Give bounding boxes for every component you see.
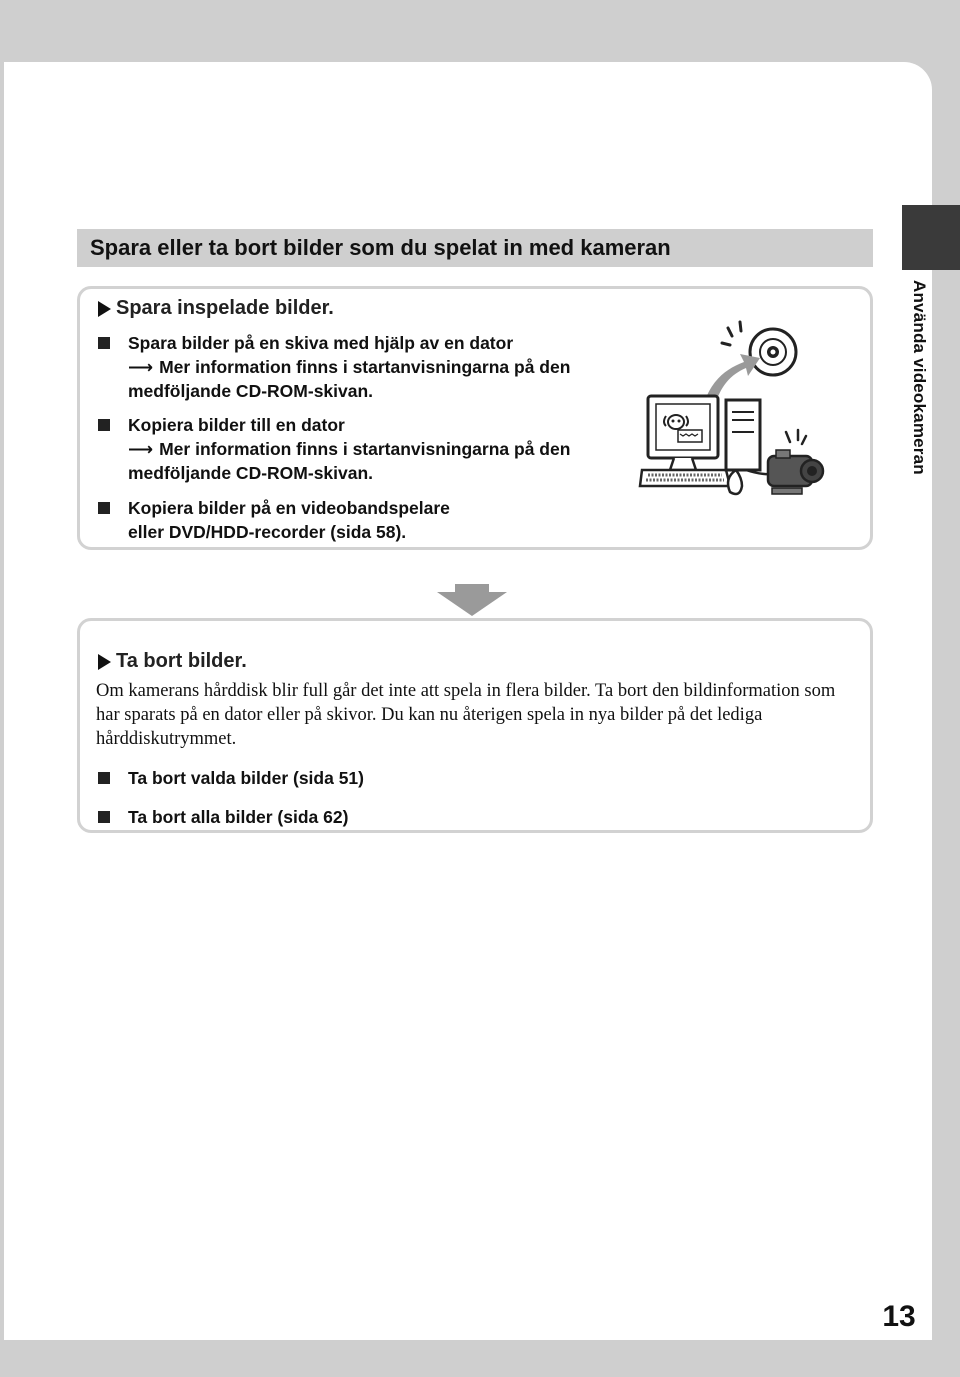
list-item (98, 331, 570, 403)
triangle-bullet-icon (98, 654, 111, 670)
monitor-icon (648, 396, 718, 470)
arrow-right-icon: ⟶ (128, 439, 154, 459)
item-title: Kopiera bilder till en dator (128, 415, 345, 435)
chapter-tab (902, 205, 960, 270)
down-arrow-icon (437, 584, 507, 618)
computer-disc-camcorder-illustration (636, 318, 836, 508)
delete-heading-text: Ta bort bilder. (116, 650, 247, 672)
list-item (98, 805, 348, 829)
square-bullet-icon (98, 811, 110, 823)
square-bullet-icon (98, 502, 110, 514)
section-title: Spara eller ta bort bilder som du spelat in med kameran (77, 229, 873, 267)
sparkle-icon (786, 430, 806, 444)
square-bullet-icon (98, 337, 110, 349)
disc-icon (750, 329, 796, 375)
arrow-right-icon: ⟶ (128, 357, 154, 377)
page-number: 13 (882, 1300, 916, 1333)
keyboard-icon (640, 470, 730, 486)
item-reference: eller DVD/HDD-recorder (sida 58). (128, 522, 407, 542)
delete-images-box (77, 618, 873, 833)
list-item (98, 496, 450, 544)
save-heading-text: Spara inspelade bilder. (116, 297, 334, 319)
page-footer-strip (0, 1342, 960, 1377)
item-reference-cont: medföljande CD-ROM-skivan. (128, 381, 374, 401)
delete-heading (98, 650, 247, 673)
item-title: Ta bort alla bilder (sida 62) (128, 807, 349, 827)
mouse-icon (728, 470, 742, 494)
sparkle-icon (722, 322, 741, 345)
list-item (98, 766, 364, 790)
chapter-label: Använda videokameran (910, 280, 929, 475)
item-title: Kopiera bilder på en videobandspelare (128, 498, 450, 518)
item-reference-cont: medföljande CD-ROM-skivan. (128, 463, 374, 483)
item-title: Spara bilder på en skiva med hjälp av en dator (128, 333, 514, 353)
pc-tower-icon (726, 400, 760, 470)
triangle-bullet-icon (98, 301, 111, 317)
item-title: Ta bort valda bilder (sida 51) (128, 768, 364, 788)
square-bullet-icon (98, 772, 110, 784)
square-bullet-icon (98, 419, 110, 431)
item-reference: Mer information finns i startanvisningarna på den (159, 357, 571, 377)
list-item (98, 413, 570, 485)
item-reference: Mer information finns i startanvisningarna på den (159, 439, 571, 459)
save-heading (98, 297, 334, 320)
delete-description: Om kamerans hårddisk blir full går det inte att spela in flera bilder. Ta bort den bildinformation som har sparats på en dator eller på skivor. Du kan nu återigen spela in nya bilder på det lediga hårddiskutrymmet. (96, 681, 836, 749)
camcorder-icon (768, 450, 823, 494)
